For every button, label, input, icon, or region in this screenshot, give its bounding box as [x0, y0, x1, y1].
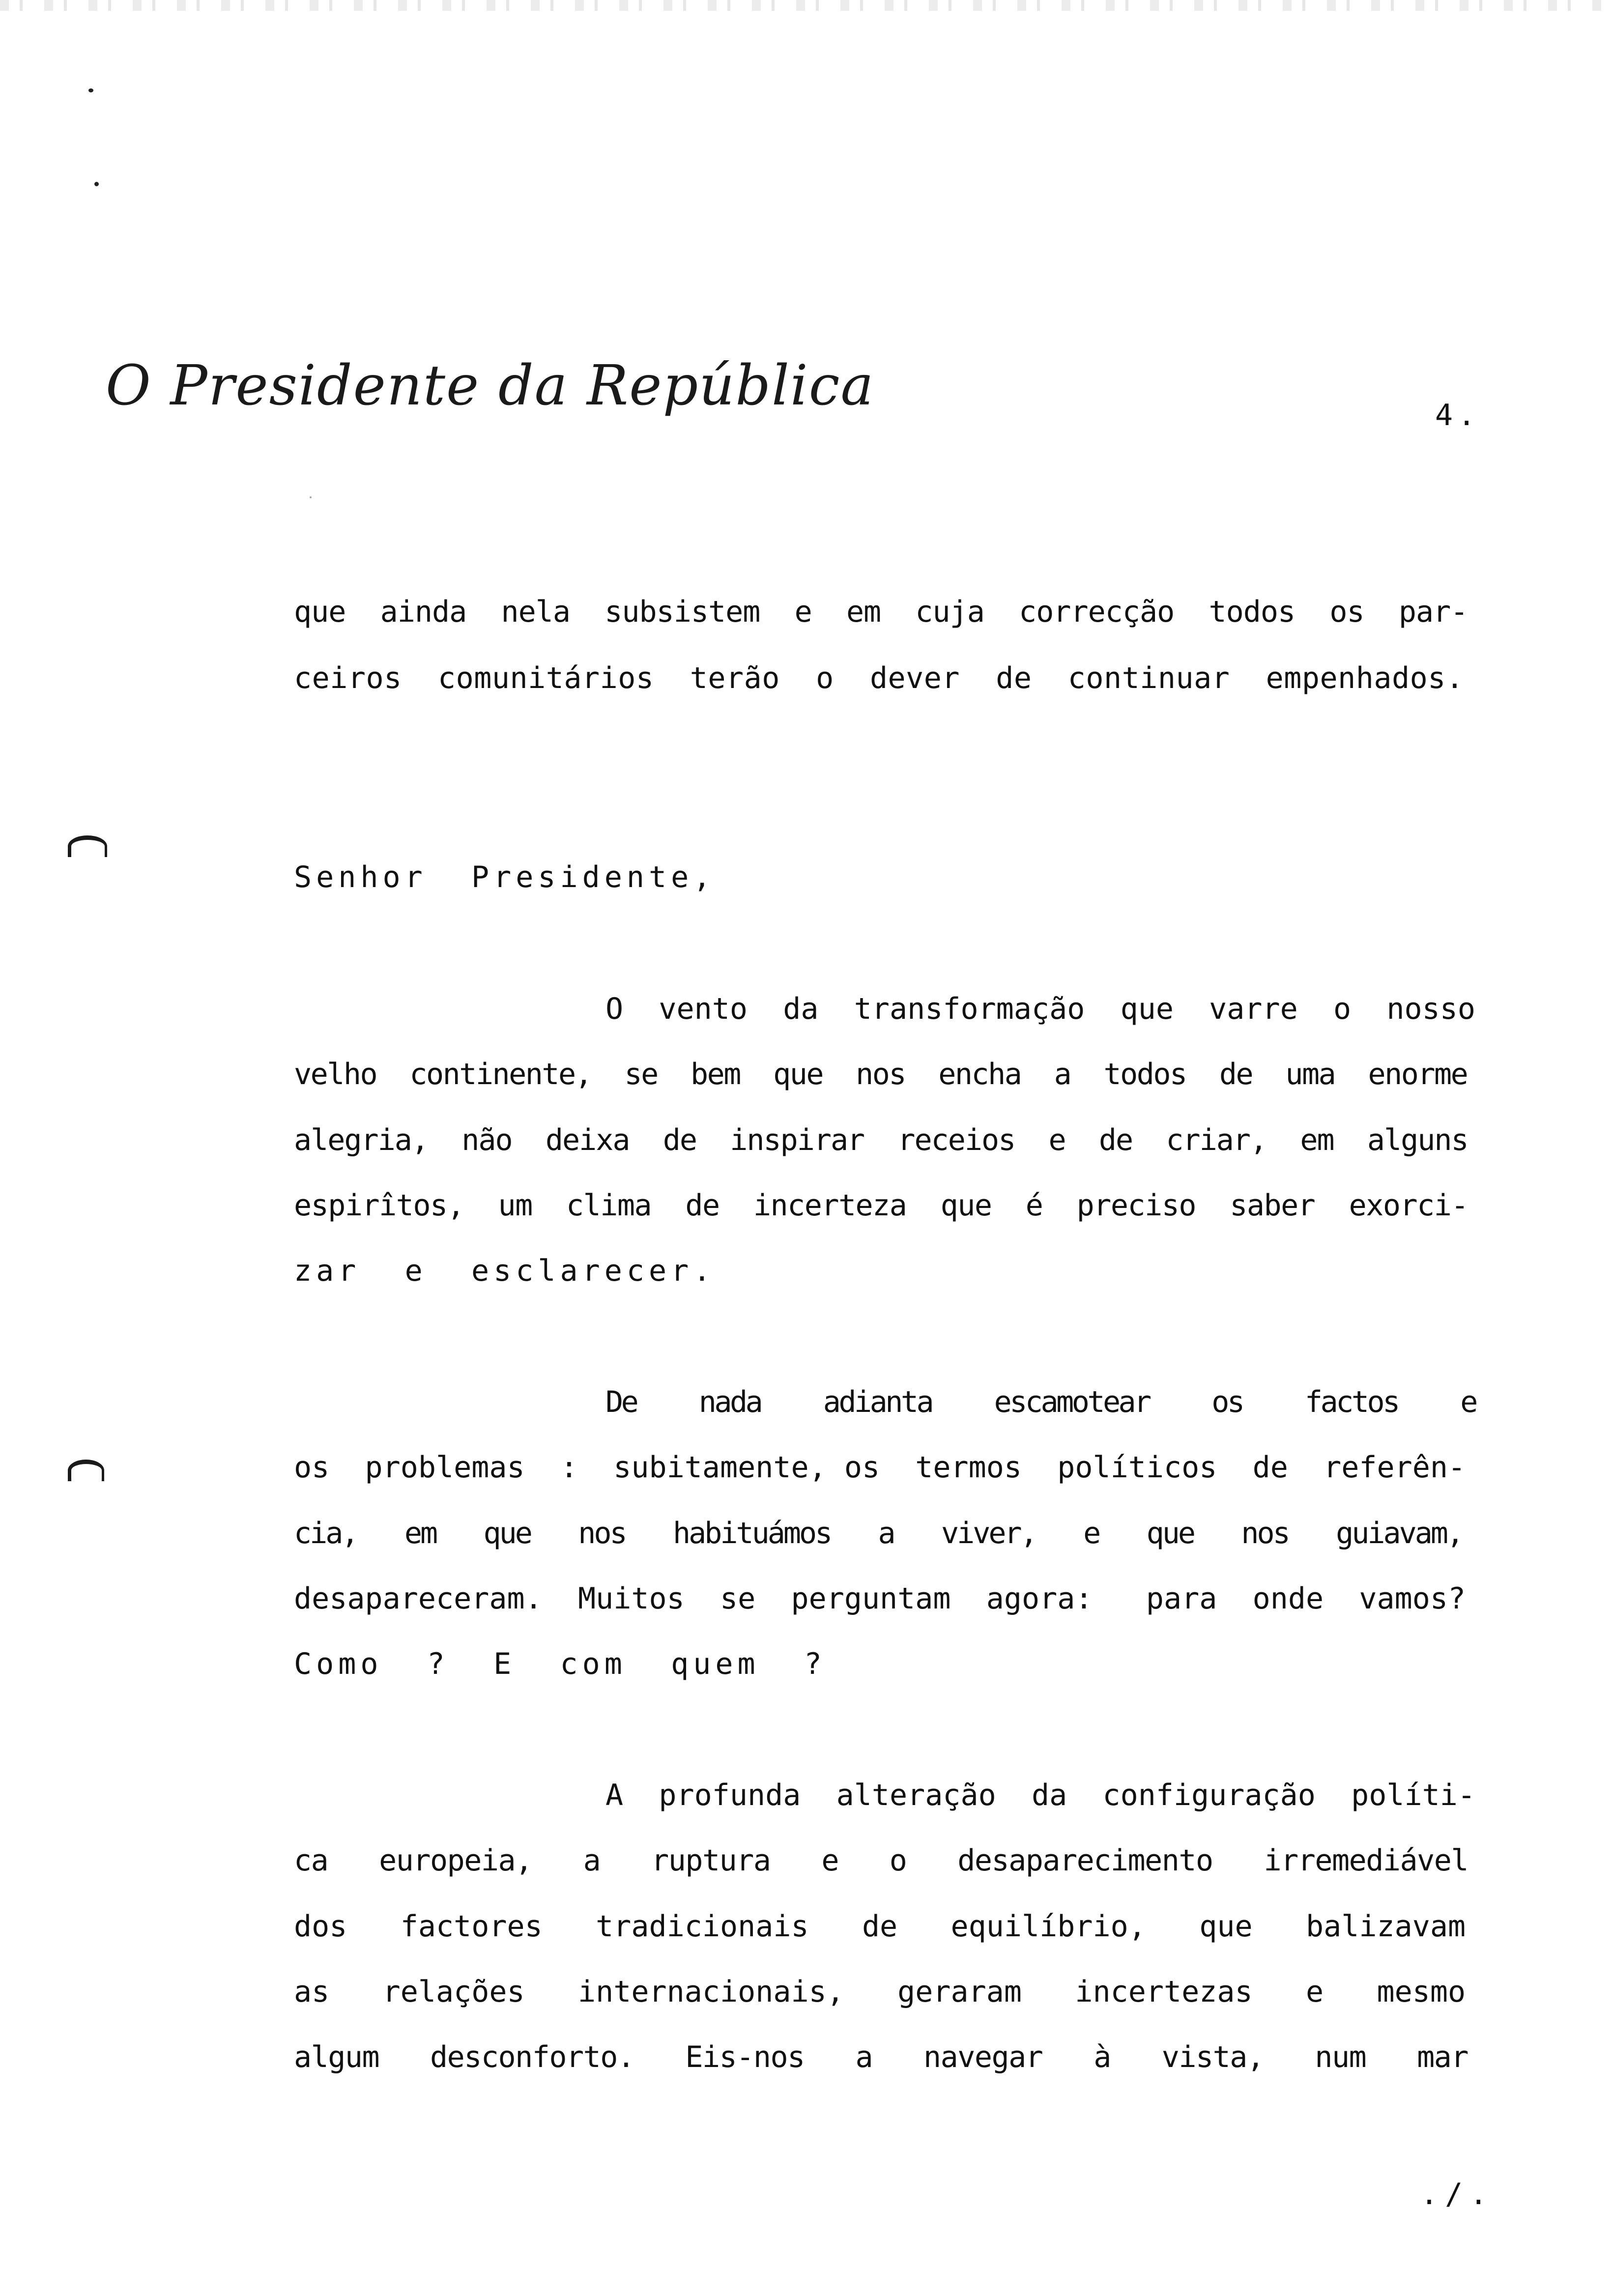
scan-speck [88, 88, 93, 92]
text-line: que ainda nela subsistem e em cuja correcção todos os par- [294, 595, 1468, 629]
scan-speck [94, 182, 99, 186]
letterhead-title: O Presidente da República [106, 354, 875, 418]
text-line: A profunda alteração da configuração políti- [605, 1778, 1476, 1812]
continuation-mark: ./. [1420, 2177, 1495, 2211]
page-number: 4. [1435, 398, 1481, 432]
text-line: De nada adianta escamotear os factos e [605, 1385, 1476, 1419]
scan-speck [310, 496, 312, 498]
text-line: dos factores tradicionais de equilíbrio, que balizavam [294, 1909, 1466, 1944]
text-line: O vento da transformação que varre o nosso [605, 992, 1476, 1026]
text-line: espirîtos, um clima de incerteza que é preciso saber exorci- [294, 1188, 1468, 1223]
text-line: zar e esclarecer. [294, 1254, 716, 1288]
text-line: Como ? E com quem ? [294, 1647, 826, 1681]
text-line: cia, em que nos habituámos a viver, e que nos guiavam, [294, 1516, 1463, 1550]
salutation: Senhor Presidente, [294, 860, 716, 894]
text-line: algum desconforto. Eis-nos a navegar à vista, num mar [294, 2040, 1468, 2074]
text-line: alegria, não deixa de inspirar receios e de criar, em alguns [294, 1123, 1468, 1157]
text-line: velho continente, se bem que nos encha a todos de uma enorme [294, 1057, 1468, 1091]
text-line: os problemas : subitamente, os termos políticos de referên- [294, 1450, 1466, 1485]
text-line: ca europeia, a ruptura e o desaparecimento irremediável [294, 1843, 1468, 1878]
text-line: desapareceram. Muitos se perguntam agora: para onde vamos? [294, 1581, 1466, 1616]
text-line: ceiros comunitários terão o dever de continuar empenhados. [294, 661, 1464, 695]
punch-hole-mark [68, 1460, 104, 1481]
punch-hole-mark [68, 835, 107, 857]
text-line: as relações internacionais, geraram incertezas e mesmo [294, 1975, 1466, 2009]
scan-edge-artifact [0, 0, 1612, 11]
